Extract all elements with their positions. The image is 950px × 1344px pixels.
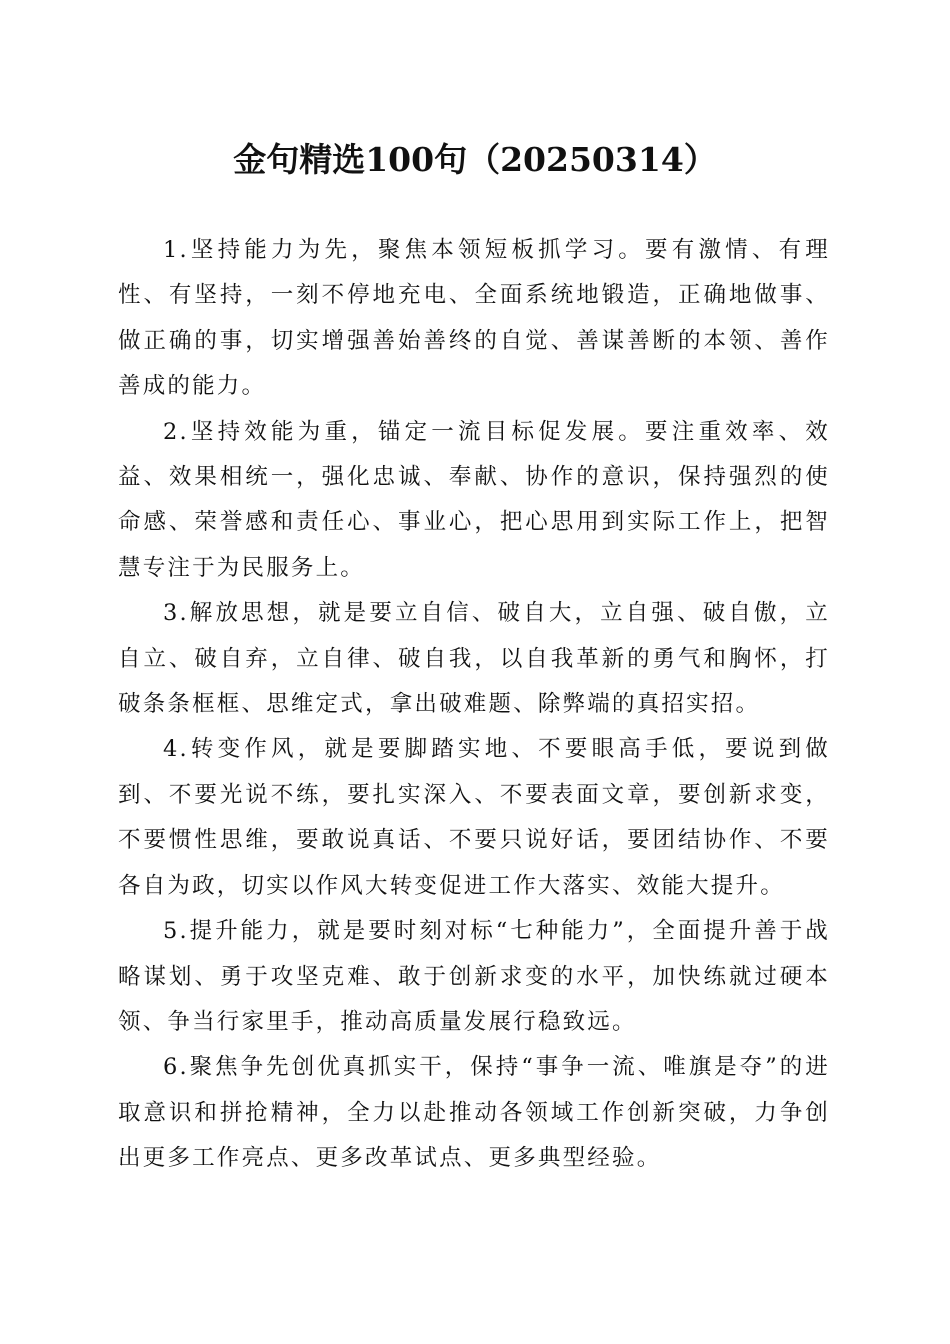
paragraph-4: 4.转变作风，就是要脚踏实地、不要眼高手低，要说到做到、不要光说不练，要扎实深入、不要表面文章，要创新求变，不要惯性思维，要敢说真话、不要只说好话，要团结协作、不要各自为政，切实以作风大转变促进工作大落实、效能大提升。 — [118, 736, 830, 899]
document-body — [118, 228, 830, 1182]
paragraph-5: 5.提升能力，就是要时刻对标“七种能力”，全面提升善于战略谋划、勇于攻坚克难、敢于创新求变的水平，加快练就过硬本领、争当行家里手，推动高质量发展行稳致远。 — [118, 918, 830, 1035]
paragraph-2: 2.坚持效能为重，锚定一流目标促发展。要注重效率、效益、效果相统一，强化忠诚、奉献、协作的意识，保持强烈的使命感、荣誉感和责任心、事业心，把心思用到实际工作上，把智慧专注于为民服务上。 — [118, 418, 830, 581]
paragraph-1: 1.坚持能力为先，聚焦本领短板抓学习。要有激情、有理性、有坚持，一刻不停地充电、全面系统地锻造，正确地做事、做正确的事，切实增强善始善终的自觉、善谋善断的本领、善作善成的能力。 — [118, 237, 830, 400]
paragraph-6: 6.聚焦争先创优真抓实干，保持“事争一流、唯旗是夺”的进取意识和拼抢精神，全力以赴推动各领域工作创新突破，力争创出更多工作亮点、更多改革试点、更多典型经验。 — [118, 1054, 830, 1172]
document-title: 金句精选100句（20250314） — [233, 140, 717, 179]
paragraph-3: 3.解放思想，就是要立自信、破自大，立自强、破自傲，立自立、破自弃，立自律、破自我，以自我革新的勇气和胸怀，打破条条框框、思维定式，拿出破难题、除弊端的真招实招。 — [118, 600, 830, 718]
